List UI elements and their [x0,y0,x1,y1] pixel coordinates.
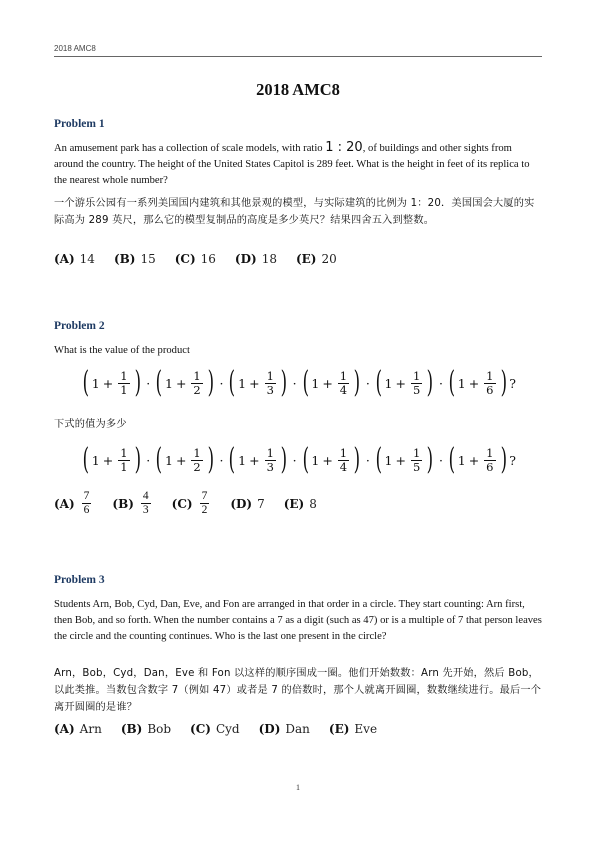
fraction-denominator: 4 [339,382,348,397]
choice-fraction [200,490,210,517]
problem-2-choices [54,490,317,517]
choice-value: 16 [200,252,216,266]
fraction-numerator: 7 [83,490,90,502]
term-whole: 1 [384,452,393,468]
multiply-dot: · [292,375,297,391]
term-plus: + [175,375,187,391]
right-paren: ) [500,442,507,477]
multiply-dot: · [219,375,224,391]
left-paren: ( [302,365,309,400]
multiply-dot: · [439,375,444,391]
choice-value: Cyd [215,722,240,736]
right-paren: ) [353,365,361,400]
choice-d[interactable] [230,497,264,511]
problem-1-choices [54,252,337,266]
right-paren: ) [207,365,214,400]
right-paren: ) [207,442,214,477]
choice-label: (E) [328,722,350,736]
term-fraction [411,447,422,474]
fraction-numerator: 1 [120,368,128,383]
choice-fraction [82,490,92,517]
term-whole: 1 [164,452,173,468]
fraction-denominator: 2 [193,459,201,474]
term-whole: 1 [238,452,247,468]
choice-label: (C) [171,496,193,511]
right-paren: ) [134,365,141,400]
choice-value: 15 [140,252,156,266]
choice-b[interactable] [121,722,171,736]
left-paren: ( [229,365,236,400]
fraction-numerator: 1 [412,368,421,383]
fraction-numerator: 1 [120,445,128,460]
product-term [226,442,289,477]
left-paren: ( [82,442,90,477]
choice-label: (B) [112,496,134,511]
fraction-denominator: 2 [201,504,208,516]
problem-1-ratio: 1 : 20 [325,140,363,155]
problem-2-text-zh: 下式的值为多少 [54,419,127,430]
product-question-mark: ? [509,375,516,391]
fraction-numerator: 1 [266,445,274,460]
left-paren: ( [448,442,456,477]
term-fraction [191,370,202,397]
term-plus: + [102,452,114,468]
fraction-denominator: 6 [486,459,494,474]
choice-c[interactable] [190,722,240,736]
term-fraction [265,447,276,474]
choice-label: (A) [54,496,75,511]
term-fraction [265,370,276,397]
product-term [373,365,436,400]
choice-label: (D) [258,722,281,736]
product-question-mark: ? [509,452,516,468]
left-paren: ( [82,365,90,400]
right-paren: ) [280,442,288,477]
fraction-numerator: 1 [193,368,201,383]
page-title: 2018 AMC8 [256,80,340,99]
choice-d[interactable] [259,722,310,736]
fraction-numerator: 1 [339,445,348,460]
choice-label: (B) [113,252,136,266]
left-paren: ( [155,365,163,400]
problem-3-heading: Problem 3 [54,574,105,586]
term-whole: 1 [91,452,100,468]
choice-a[interactable] [54,490,93,517]
problem-1-text-en [54,140,542,189]
choice-b[interactable] [114,252,156,266]
product-term [80,442,143,477]
choice-label: (E) [295,252,317,266]
term-fraction [338,370,349,397]
choice-e[interactable] [284,497,317,511]
product-term [373,442,436,477]
choice-value: 7 [257,496,265,511]
fraction-denominator: 1 [120,382,128,397]
product-term [80,365,143,400]
term-plus: + [322,452,333,468]
problem-3-text-en: Students Arn, Bob, Cyd, Dan, Eve, and Fon are arranged in that order in a circle. They start counting: Arn first, then Bob, and so forth. When the number contains a 7 as a digit (such as 47) or is a multiple of 7 that person leaves the circle and the counting continues. Who is the last one present in the circle? [54,599,542,642]
choice-value: 18 [261,252,277,266]
fraction-numerator: 1 [339,368,348,383]
term-fraction [118,370,129,397]
fraction-numerator: 4 [142,490,149,502]
fraction-numerator: 1 [412,445,421,460]
term-fraction [484,447,495,474]
fraction-denominator: 6 [83,504,90,516]
problem-1-text-part1: An amusement park has a collection of scale models, with ratio [54,143,326,154]
fraction-denominator: 3 [142,504,149,516]
fraction-numerator: 1 [486,445,494,460]
term-fraction [118,447,129,474]
choice-d[interactable] [235,252,277,266]
fraction-denominator: 5 [412,382,421,397]
choice-value: 8 [309,496,317,511]
fraction-denominator: 1 [120,459,128,474]
fraction-denominator: 3 [266,382,274,397]
fraction-denominator: 3 [266,459,274,474]
choice-value: 20 [321,252,337,266]
term-plus: + [102,375,114,391]
choice-label: (A) [54,722,75,736]
left-paren: ( [448,365,456,400]
choice-e[interactable] [329,722,377,736]
choice-e[interactable] [296,252,337,266]
left-paren: ( [302,442,309,477]
product-expression-en [0,365,596,400]
choice-b[interactable] [112,490,152,517]
choice-label: (D) [234,252,257,266]
term-fraction [338,447,349,474]
right-paren: ) [280,365,288,400]
fraction-denominator: 2 [193,382,201,397]
term-plus: + [322,375,333,391]
choice-fraction [141,490,151,517]
multiply-dot: · [219,452,224,468]
choice-label: (D) [230,496,253,511]
term-whole: 1 [457,452,466,468]
term-plus: + [249,452,260,468]
choice-a[interactable] [54,252,95,266]
choice-value: 14 [79,252,95,266]
right-paren: ) [500,365,507,400]
term-whole: 1 [164,375,173,391]
term-fraction [191,447,202,474]
term-plus: + [395,452,406,468]
choice-c[interactable] [175,252,216,266]
problem-2-text-en: What is the value of the product [54,345,190,356]
left-paren: ( [375,365,382,400]
term-plus: + [468,452,480,468]
multiply-dot: · [365,375,370,391]
product-term [300,365,363,400]
left-paren: ( [229,442,236,477]
term-whole: 1 [457,375,466,391]
product-term [153,365,216,400]
product-term [226,365,289,400]
multiply-dot: · [365,452,370,468]
fraction-denominator: 4 [339,459,348,474]
running-header: 2018 AMC8 [54,44,96,53]
choice-label: (A) [54,252,75,266]
right-paren: ) [426,442,434,477]
problem-3-choices [54,722,377,736]
term-whole: 1 [91,375,100,391]
multiply-dot: · [292,452,297,468]
product-term [153,442,216,477]
choice-value: Bob [147,722,172,736]
term-plus: + [395,375,406,391]
multiply-dot: · [146,452,151,468]
fraction-denominator: 6 [486,382,494,397]
term-plus: + [468,375,480,391]
choice-label: (C) [174,252,196,266]
choice-value: Eve [354,722,378,736]
term-plus: + [175,452,187,468]
fraction-numerator: 1 [266,368,274,383]
product-term [300,442,363,477]
right-paren: ) [134,442,141,477]
term-whole: 1 [384,375,393,391]
term-whole: 1 [311,375,320,391]
problem-1-heading: Problem 1 [54,118,105,130]
term-fraction [484,370,495,397]
problem-1-text-part2: , of buildings and other sights from around the country. The height of the United States Capitol is 289 feet. What is the height in feet of its replica to the nearest whole number? [54,143,530,186]
problem-1-text-zh: 一个游乐公园有一系列美国国内建筑和其他景观的模型，与实际建筑的比例为 1：20．美国国会大厦的实际高为 289 英尺，那么它的模型复制品的高度是多少英尺？结果四舍五入到整数。 [54,198,535,226]
choice-label: (E) [283,496,305,511]
choice-label: (C) [190,722,211,736]
right-paren: ) [353,442,361,477]
product-term [446,365,509,400]
problem-2-heading: Problem 2 [54,320,105,332]
right-paren: ) [426,365,434,400]
problem-3-text-zh: Arn，Bob，Cyd，Dan，Eve 和 Fon 以这样的顺序围成一圈。他们开始数数：Arn 先开始，然后 Bob，以此类推。当数包含数字 7（例如 47）或者是 7 的倍数时，那个人就离开圆圈，数数继续进行。最后一个离开圆圈的是谁？ [54,668,542,713]
term-fraction [411,370,422,397]
left-paren: ( [375,442,382,477]
product-expression-zh [0,442,596,477]
choice-value: Arn [79,722,102,736]
choice-label: (B) [120,722,143,736]
left-paren: ( [155,442,163,477]
term-whole: 1 [311,452,320,468]
fraction-numerator: 1 [193,445,201,460]
fraction-numerator: 1 [486,368,494,383]
term-plus: + [249,375,260,391]
multiply-dot: · [439,452,444,468]
choice-a[interactable] [54,722,102,736]
choice-c[interactable] [172,490,212,517]
choice-value: Dan [285,722,310,736]
fraction-denominator: 5 [412,459,421,474]
term-whole: 1 [238,375,247,391]
header-rule [54,56,542,57]
fraction-numerator: 7 [201,490,208,502]
page-number: 1 [296,783,300,792]
multiply-dot: · [146,375,151,391]
product-term [446,442,509,477]
